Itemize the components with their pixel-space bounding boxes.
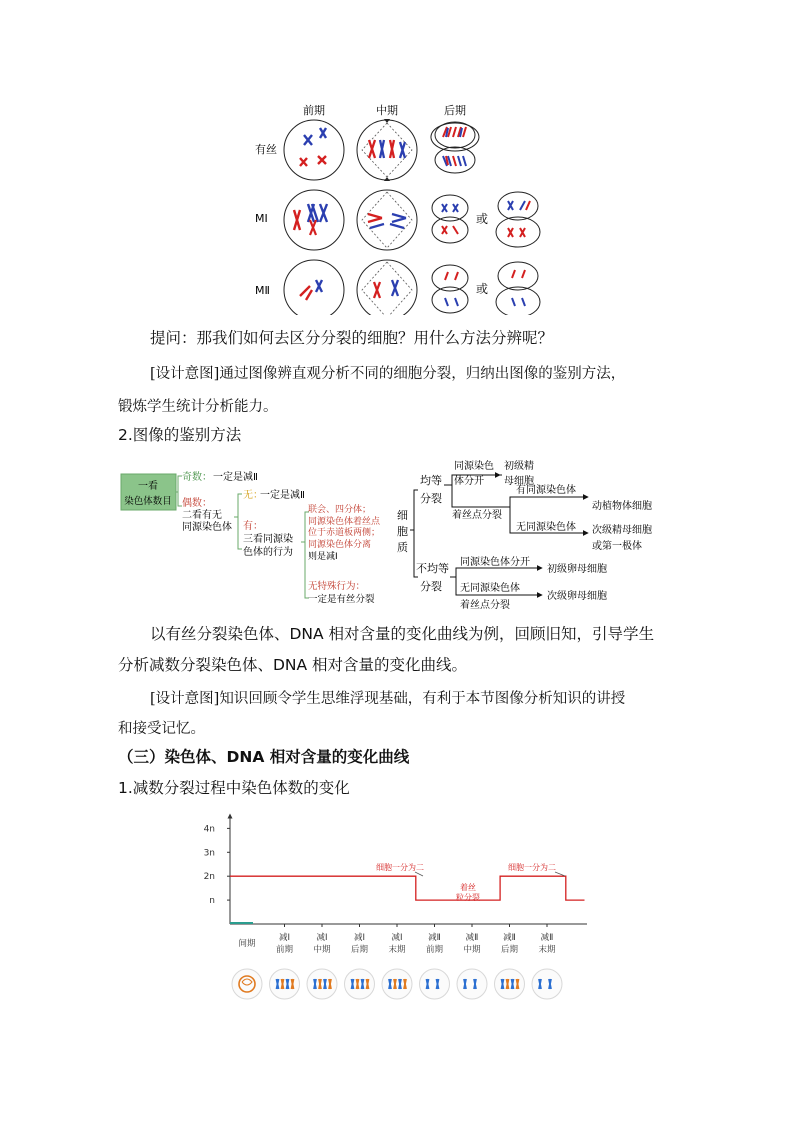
animal-body: 动植物体细胞 — [592, 501, 652, 512]
stage-cell-icon — [495, 969, 525, 999]
section3-title: （三）染色体、DNA 相对含量的变化曲线 — [118, 748, 410, 766]
y-tick-label: 2n — [203, 872, 215, 883]
special-line2: 同源染色体着丝点 — [308, 517, 381, 527]
root-char-3: 质 — [397, 541, 408, 554]
section2-title: 2.图像的鉴别方法 — [118, 426, 242, 444]
tree-root-line1: 一看 — [138, 481, 158, 492]
special-line1: 联会、四分体； — [308, 505, 372, 515]
x-category-label: 减Ⅰ — [278, 933, 291, 943]
para2-line1: 以有丝分裂染色体、DNA 相对含量的变化曲线为例，回顾旧知，引导学生 — [150, 625, 655, 643]
cell-meiosis2-prophase — [284, 260, 344, 315]
cell-division-figure — [250, 100, 550, 315]
row-label-meiosis2: MⅡ — [255, 284, 270, 297]
root-char-1: 细 — [397, 509, 408, 522]
special-line3: 位于赤道板两侧； — [308, 528, 381, 538]
chromosome-count-line — [247, 876, 585, 900]
second-look-line2: 同源染色体 — [182, 522, 232, 533]
x-category-label: 中期 — [313, 945, 331, 955]
cell-meiosis2-metaphase — [357, 260, 417, 315]
second-look-line1: 二看有无 — [182, 510, 222, 521]
third-look-line1: 三看同源染 — [243, 534, 293, 545]
tree-root-line2: 染色体数目 — [124, 496, 172, 507]
x-category-label: 减Ⅱ — [465, 933, 479, 943]
special-line4: 同源染色体分离 — [308, 540, 372, 550]
x-category-label: 末期 — [388, 945, 406, 955]
special-result: 则是减Ⅰ — [308, 552, 338, 562]
y-tick-label: n — [209, 896, 215, 907]
stage-cell-icon — [270, 969, 300, 999]
primary-sperm-line1: 初级精 — [504, 461, 534, 472]
x-category-label: 前期 — [425, 945, 444, 955]
have-label: 有： — [243, 521, 263, 532]
nonspecial-result: 一定是有丝分裂 — [308, 594, 375, 605]
stage-cell-icon — [345, 969, 375, 999]
cell-meiosis1-metaphase — [357, 190, 417, 250]
nonspecial-label: 无特殊行为： — [308, 581, 366, 592]
x-category-label: 中期 — [463, 945, 481, 955]
col-label-prophase: 前期 — [303, 104, 325, 117]
stage-cell-icon — [532, 969, 562, 999]
x-category-label: 后期 — [500, 945, 519, 955]
unequal-line1: 不均等 — [416, 562, 449, 575]
no-homolog2: 无同源染色体 — [460, 583, 520, 594]
design-intent-1-line1: [设计意图]通过图像辨直观分析不同的细胞分裂，归纳出图像的鉴别方法， — [150, 366, 626, 382]
secondary-egg: 次级卵母细胞 — [547, 591, 607, 602]
homolog-sep-line1: 同源染色 — [454, 461, 494, 472]
root-char-2: 胞 — [397, 525, 408, 538]
centromere-split: 着丝点分裂 — [452, 510, 502, 521]
x-category-label: 减Ⅰ — [316, 933, 328, 943]
equal-line2: 分裂 — [420, 492, 442, 505]
equal-line1: 均等 — [420, 474, 442, 487]
cell-meiosis1-anaphase-a — [432, 195, 468, 243]
x-category-label: 后期 — [350, 945, 369, 955]
third-look-line2: 色体的行为 — [243, 547, 293, 558]
secondary-sperm-line1: 次级精母细胞 — [592, 525, 652, 536]
none-result: 一定是减Ⅱ — [260, 490, 305, 501]
homolog-sep2: 同源染色体分开 — [460, 557, 530, 568]
col-label-metaphase: 中期 — [376, 104, 398, 117]
x-category-label: 前期 — [275, 945, 294, 955]
unequal-line2: 分裂 — [420, 580, 442, 593]
col-label-anaphase: 后期 — [444, 104, 466, 117]
annotation-cell-divides-1: 细胞一分为二 — [376, 863, 424, 872]
y-tick-label: 3n — [203, 848, 215, 859]
design-intent-2-line2: 和接受记忆。 — [118, 721, 205, 737]
stage-cell-icon — [232, 969, 262, 999]
centromere-split2: 着丝点分裂 — [460, 600, 510, 611]
even-label: 偶数： — [182, 498, 212, 509]
design-intent-2-line1: [设计意图]知识回顾令学生思维浮现基础，有利于本节图像分析知识的讲授 — [150, 691, 626, 707]
cell-meiosis2-anaphase-a — [432, 265, 468, 313]
x-category-label: 末期 — [538, 945, 556, 955]
chromosome-count-chart — [195, 812, 590, 1007]
para2-line2: 分析减数分裂染色体、DNA 相对含量的变化曲线。 — [118, 656, 468, 674]
or-label-row3: 或 — [476, 282, 489, 296]
stage-cell-icon — [457, 969, 487, 999]
annotation-pointer-1 — [415, 872, 423, 876]
x-category-label: 减Ⅰ — [353, 933, 366, 943]
x-category-label: 减Ⅱ — [428, 933, 441, 943]
x-category-label: 减Ⅱ — [503, 933, 516, 943]
y-tick-label: 4n — [203, 824, 215, 835]
annotation-pointer-2 — [555, 872, 565, 876]
stage-cell-icon — [382, 969, 412, 999]
cell-mitosis-anaphase — [431, 122, 479, 173]
no-homolog: 无同源染色体 — [516, 522, 576, 533]
x-category-label: 间期 — [238, 939, 256, 949]
design-intent-1-line2: 锻炼学生统计分析能力。 — [118, 399, 278, 415]
left-identification-tree — [118, 462, 393, 610]
cell-meiosis2-anaphase-b — [496, 262, 540, 315]
or-label-row2: 或 — [476, 212, 489, 226]
homolog-sep-line2: 体分开 — [454, 476, 484, 487]
none-label: 无： — [243, 490, 263, 501]
annotation-centromere-split-2: 粒分裂 — [456, 893, 480, 902]
annotation-centromere-split-1: 着丝 — [460, 883, 476, 892]
row-label-mitosis: 有丝 — [255, 143, 277, 156]
primary-egg: 初级卵母细胞 — [547, 564, 607, 575]
cell-meiosis1-anaphase-b — [496, 192, 540, 247]
stage-cell-icon — [420, 969, 450, 999]
has-homolog: 有同源染色体 — [516, 485, 576, 496]
primary-sperm-line2: 母细胞 — [504, 476, 534, 487]
cell-meiosis1-prophase — [284, 190, 344, 250]
annotation-cell-divides-2: 细胞一分为二 — [508, 863, 556, 872]
right-identification-tree — [392, 455, 682, 615]
stage-cell-icon — [307, 969, 337, 999]
odd-label: 奇数： — [182, 472, 212, 483]
secondary-sperm-line2: 或第一极体 — [592, 541, 642, 552]
x-category-label: 减Ⅰ — [391, 933, 403, 943]
x-category-label: 减Ⅱ — [540, 933, 554, 943]
odd-result: 一定是减Ⅱ — [213, 472, 258, 483]
sub1-title: 1.减数分裂过程中染色体数的变化 — [118, 779, 350, 797]
question-text: 提问：那我们如何去区分分裂的细胞？用什么方法分辨呢？ — [150, 329, 554, 347]
cell-mitosis-prophase — [284, 120, 344, 180]
cell-mitosis-metaphase — [357, 119, 417, 181]
row-label-meiosis1: MⅠ — [255, 212, 268, 225]
